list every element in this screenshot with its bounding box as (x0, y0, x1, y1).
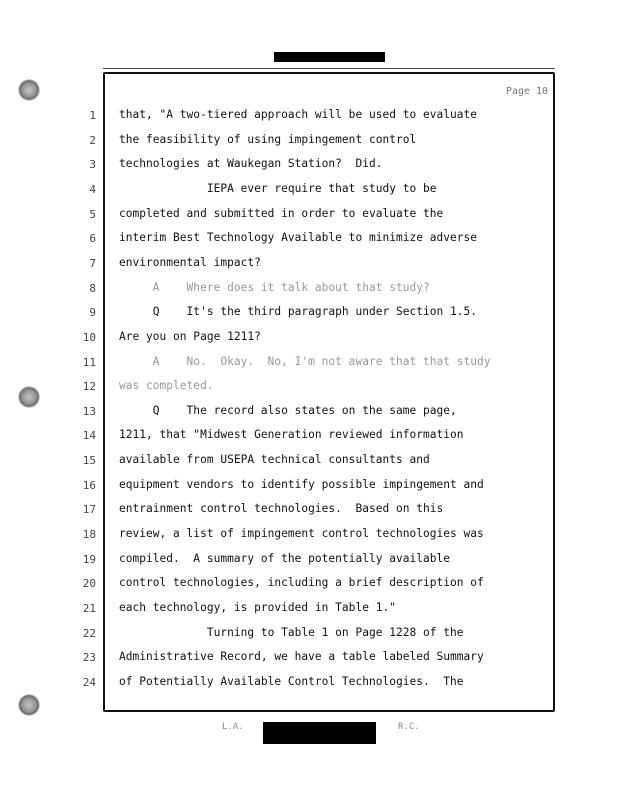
transcript-line: control technologies, including a brief description of (119, 576, 484, 589)
punch-hole-icon (18, 79, 40, 101)
line-number: 11 (82, 356, 96, 369)
redaction-bar-top (274, 52, 385, 62)
transcript-line: completed and submitted in order to evaluate the (119, 207, 444, 220)
transcript-line: available from USEPA technical consultants and (119, 453, 430, 466)
line-number: 17 (82, 503, 96, 516)
footer-right-mark: R.C. (398, 722, 420, 732)
line-number: 2 (89, 134, 96, 147)
line-number: 16 (82, 479, 96, 492)
transcript-line: A Where does it talk about that study? (119, 281, 430, 294)
transcript-line: Administrative Record, we have a table labeled Summary (119, 650, 484, 663)
line-number: 21 (82, 602, 96, 615)
redaction-bar-bottom (263, 722, 376, 744)
line-number: 5 (89, 208, 96, 221)
transcript-line: was completed. (119, 379, 214, 392)
line-number: 18 (82, 528, 96, 541)
line-number: 4 (89, 183, 96, 196)
page-label: Page 10 (505, 86, 548, 97)
transcript-line: entrainment control technologies. Based on this (119, 502, 444, 515)
frame-top-rule (103, 68, 555, 69)
line-number: 19 (82, 553, 96, 566)
transcript-line: interim Best Technology Available to minimize adverse (119, 231, 478, 244)
line-number: 24 (82, 676, 96, 689)
transcript-line: review, a list of impingement control technologies was (119, 527, 484, 540)
transcript-line: Turning to Table 1 on Page 1228 of the (119, 626, 464, 639)
line-number: 10 (82, 331, 96, 344)
transcript-line: Are you on Page 1211? (119, 330, 261, 343)
transcript-line: of Potentially Available Control Technologies. The (119, 675, 464, 688)
punch-hole-icon (18, 694, 40, 716)
transcript-line: Q It's the third paragraph under Section 1.5. (119, 305, 478, 318)
line-number: 23 (82, 651, 96, 664)
transcript-line: A No. Okay. No, I'm not aware that that study (119, 355, 491, 368)
line-number: 3 (89, 158, 96, 171)
line-number: 15 (82, 454, 96, 467)
transcript-line: compiled. A summary of the potentially available (119, 552, 451, 565)
line-number: 7 (89, 257, 96, 270)
line-number: 12 (82, 380, 96, 393)
transcript-line: that, "A two-tiered approach will be used to evaluate (119, 108, 478, 121)
transcript-line: Q The record also states on the same page, (119, 404, 457, 417)
line-number: 13 (82, 405, 96, 418)
transcript-line: technologies at Waukegan Station? Did. (119, 157, 383, 170)
line-number: 22 (82, 627, 96, 640)
footer-left-mark: L.A. (222, 722, 244, 732)
line-number: 8 (89, 282, 96, 295)
line-number: 14 (82, 429, 96, 442)
line-number: 6 (89, 232, 96, 245)
line-number: 1 (89, 109, 96, 122)
line-number: 20 (82, 577, 96, 590)
line-number: 9 (89, 306, 96, 319)
transcript-line: each technology, is provided in Table 1." (119, 601, 396, 614)
punch-hole-icon (18, 386, 40, 408)
transcript-line: environmental impact? (119, 256, 261, 269)
transcript-line: the feasibility of using impingement control (119, 133, 417, 146)
transcript-line: equipment vendors to identify possible impingement and (119, 478, 484, 491)
transcript-line: IEPA ever require that study to be (119, 182, 437, 195)
transcript-line: 1211, that "Midwest Generation reviewed information (119, 428, 464, 441)
